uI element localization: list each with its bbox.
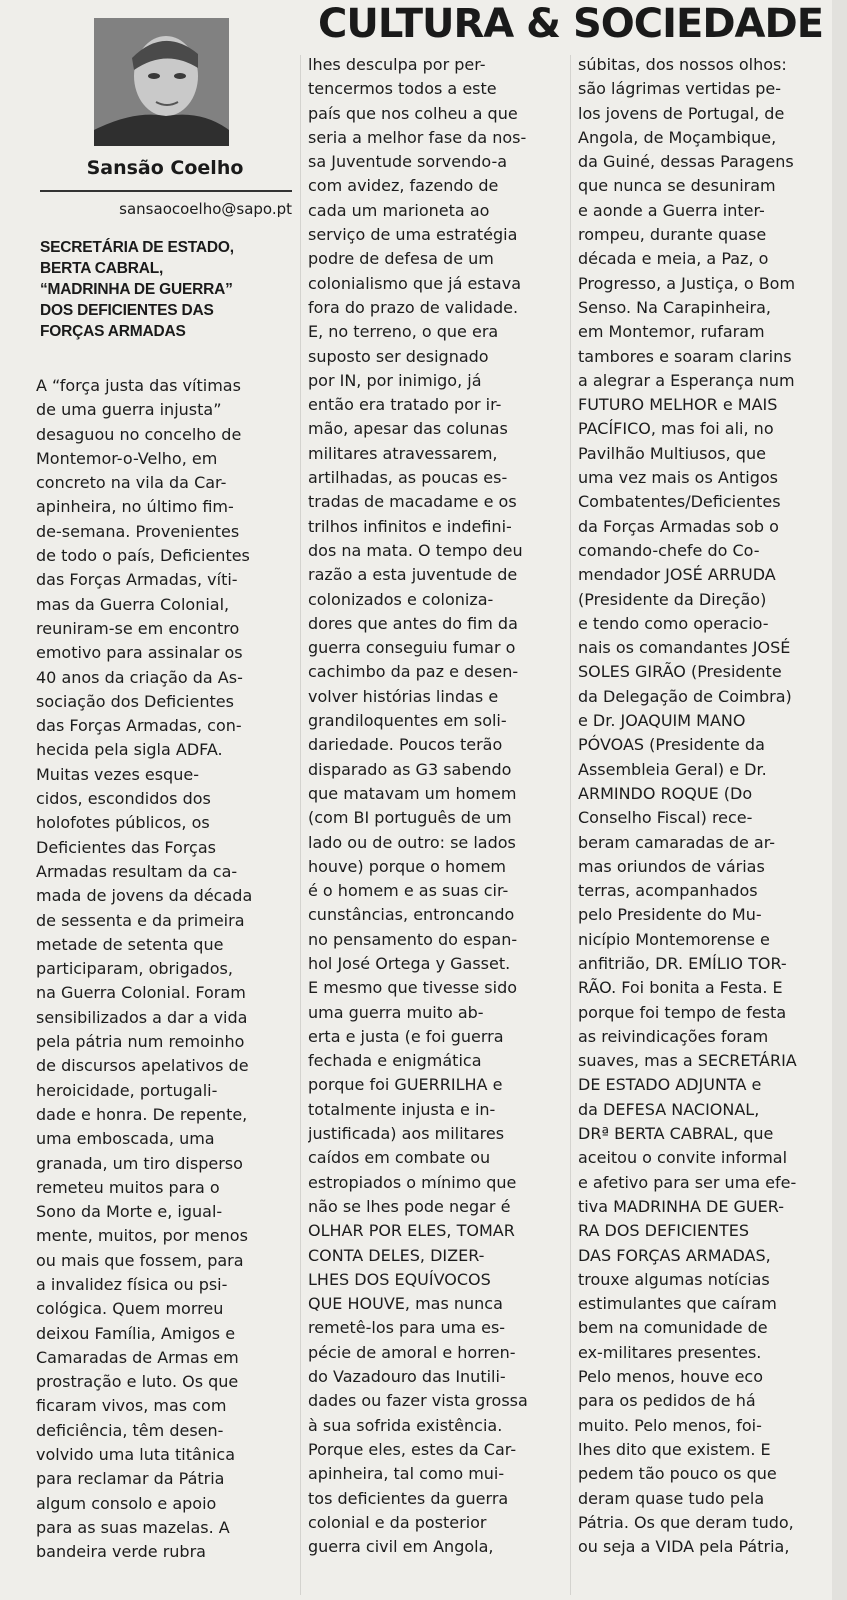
text-line: Angola, de Moçambique, (578, 127, 777, 147)
text-line: RA DOS DEFICIENTES (578, 1221, 750, 1241)
text-line: fechada e enigmática (308, 1051, 482, 1071)
headline-line: FORÇAS ARMADAS (40, 323, 186, 340)
text-line: erta e justa (e foi guerra (308, 1026, 504, 1046)
text-line: E mesmo que tivesse sido (308, 978, 518, 998)
text-line: uma vez mais os Antigos (578, 468, 778, 488)
text-line: colonizados e coloniza- (308, 589, 494, 609)
text-line: QUE HOUVE, mas nunca (308, 1294, 503, 1314)
text-line: dades ou fazer vista grossa (308, 1391, 528, 1411)
text-line: de uma guerra injusta” (36, 400, 222, 420)
text-line: com avidez, fazendo de (308, 176, 499, 196)
text-line: rompeu, durante quase (578, 225, 767, 245)
text-line: não se lhes pode negar é (308, 1196, 511, 1216)
column-divider (570, 55, 571, 1595)
text-line: reuniram-se em encontro (36, 618, 240, 638)
text-line: para os pedidos de há (578, 1391, 756, 1411)
text-line: cidos, escondidos dos (36, 789, 211, 809)
text-line: ou seja a VIDA pela Pátria, (578, 1537, 790, 1557)
text-line: súbitas, dos nossos olhos: (578, 55, 787, 74)
text-line: dores que antes do fim da (308, 613, 518, 633)
text-line: DRª BERTA CABRAL, que (578, 1124, 774, 1144)
text-line: LHES DOS EQUÍVOCOS (308, 1269, 491, 1289)
text-line: A “força justa das vítimas (36, 376, 241, 395)
text-line: prostração e luto. Os que (36, 1372, 239, 1392)
text-line: colonial e da posterior (308, 1512, 487, 1532)
text-line: los jovens de Portugal, de (578, 103, 785, 123)
article-headline (40, 237, 296, 342)
text-line: muito. Pelo menos, foi- (578, 1415, 762, 1435)
text-line: pelo Presidente do Mu- (578, 905, 762, 925)
text-line: PACÍFICO, mas foi ali, no (578, 419, 774, 439)
text-line: nais os comandantes JOSÉ (578, 638, 791, 658)
text-line: 40 anos da criação da As- (36, 667, 243, 687)
text-line: da Forças Armadas sob o (578, 516, 779, 536)
text-line: houve) porque o homem (308, 856, 506, 876)
text-line: de-semana. Provenientes (36, 521, 240, 541)
text-line: à sua sofrida existência. (308, 1415, 503, 1435)
text-line: pela pátria num remoinho (36, 1032, 245, 1052)
text-line: das Forças Armadas, víti- (36, 570, 238, 590)
column-divider (300, 55, 301, 1595)
text-line: deixou Família, Amigos e (36, 1323, 236, 1343)
headline-line: SECRETÁRIA DE ESTADO, (40, 239, 234, 256)
author-divider (40, 190, 292, 192)
text-line: a alegrar a Esperança num (578, 370, 795, 390)
text-line: cachimbo da paz e desen- (308, 662, 519, 682)
text-line: Combatentes/Deficientes (578, 492, 781, 512)
text-line: Pátria. Os que deram tudo, (578, 1512, 794, 1532)
text-line: lhes desculpa por per- (308, 55, 486, 74)
text-line: e tendo como operacio- (578, 613, 769, 633)
text-line: (Presidente da Direção) (578, 589, 767, 609)
text-line: na Guerra Colonial. Foram (36, 983, 246, 1003)
text-line: volvido uma luta titânica (36, 1445, 235, 1465)
text-line: mão, apesar das colunas (308, 419, 508, 439)
text-line: então era tratado por ir- (308, 395, 502, 415)
text-line: SOLES GIRÃO (Presidente (578, 662, 782, 682)
text-line: para as suas mazelas. A (36, 1517, 230, 1537)
text-line: em Montemor, rufaram (578, 322, 765, 342)
text-line: tambores e soaram clarins (578, 346, 792, 366)
text-line: é o homem e as suas cir- (308, 881, 509, 901)
text-line: disparado as G3 sabendo (308, 759, 512, 779)
text-line: militares atravessarem, (308, 443, 498, 463)
text-line: concreto na vila da Car- (36, 473, 227, 493)
text-line: totalmente injusta e in- (308, 1099, 496, 1119)
text-line: justificada) aos militares (308, 1124, 505, 1144)
text-line: sociação dos Deficientes (36, 691, 234, 711)
text-line: deram quase tudo pela (578, 1488, 765, 1508)
text-line: a invalidez física ou psi- (36, 1274, 228, 1294)
text-line: aceitou o convite informal (578, 1148, 788, 1168)
text-line: suposto ser designado (308, 346, 489, 366)
text-line: nicípio Montemorense e (578, 929, 770, 949)
text-line: Montemor-o-Velho, em (36, 448, 218, 468)
text-line: hol José Ortega y Gasset. (308, 953, 511, 973)
text-line: Pelo menos, houve eco (578, 1367, 764, 1387)
text-line: hecida pela sigla ADFA. (36, 740, 223, 760)
text-line: DE ESTADO ADJUNTA e (578, 1075, 762, 1095)
text-line: emotivo para assinalar os (36, 643, 243, 663)
text-line: suaves, mas a SECRETÁRIA (578, 1051, 797, 1071)
text-line: holofotes públicos, os (36, 813, 210, 833)
text-line: as reivindicações foram (578, 1026, 769, 1046)
text-line: CONTA DELES, DIZER- (308, 1245, 485, 1265)
text-line: trilhos infinitos e indefini- (308, 516, 512, 536)
article-column-3 (578, 53, 836, 1559)
text-line: FUTURO MELHOR e MAIS (578, 395, 778, 415)
text-line: mas da Guerra Colonial, (36, 594, 230, 614)
text-line: fora do prazo de validade. (308, 297, 519, 317)
text-line: estimulantes que caíram (578, 1294, 777, 1314)
text-line: uma emboscada, uma (36, 1129, 215, 1149)
text-line: artilhadas, as poucas es- (308, 468, 508, 488)
text-line: (com BI português de um (308, 808, 512, 828)
text-line: guerra conseguiu fumar o (308, 638, 516, 658)
text-line: sa Juventude sorvendo-a (308, 152, 508, 172)
text-line: de discursos apelativos de (36, 1056, 249, 1076)
headline-line: “MADRINHA DE GUERRA” (40, 281, 233, 298)
text-line: cunstâncias, entroncando (308, 905, 515, 925)
text-line: remeteu muitos para o (36, 1177, 220, 1197)
article-column-2 (308, 53, 564, 1559)
text-line: da Delegação de Coimbra) (578, 686, 792, 706)
text-line: terras, acompanhados (578, 881, 758, 901)
text-line: são lágrimas vertidas pe- (578, 79, 782, 99)
text-line: metade de setenta que (36, 934, 224, 954)
page-edge (832, 0, 847, 1600)
text-line: cológica. Quem morreu (36, 1299, 224, 1319)
text-line: dariedade. Poucos terão (308, 735, 503, 755)
text-line: e afetivo para ser uma efe- (578, 1172, 797, 1192)
text-line: comando-chefe do Co- (578, 540, 760, 560)
text-line: podre de defesa de um (308, 249, 494, 269)
text-line: cada um marioneta ao (308, 200, 490, 220)
text-line: colonialismo que já estava (308, 273, 521, 293)
text-line: Muitas vezes esque- (36, 764, 199, 784)
text-line: de sessenta e da primeira (36, 910, 245, 930)
text-line: bem na comunidade de (578, 1318, 768, 1338)
text-line: dos na mata. O tempo deu (308, 540, 523, 560)
text-line: pécie de amoral e horren- (308, 1342, 516, 1362)
text-line: Assembleia Geral) e Dr. (578, 759, 767, 779)
section-title: CULTURA & SOCIEDADE (318, 1, 824, 47)
text-line: Camaradas de Armas em (36, 1347, 239, 1367)
text-line: deficiência, têm desen- (36, 1420, 224, 1440)
text-line: remetê-los para uma es- (308, 1318, 506, 1338)
text-line: tos deficientes da guerra (308, 1488, 509, 1508)
text-line: país que nos colheu a que (308, 103, 518, 123)
text-line: estropiados o mínimo que (308, 1172, 517, 1192)
text-line: da DEFESA NACIONAL, (578, 1099, 760, 1119)
headline-line: BERTA CABRAL, (40, 260, 164, 277)
article-column-1 (36, 374, 288, 1565)
author-email[interactable]: sansaocoelho@sapo.pt (119, 200, 292, 218)
text-line: guerra civil em Angola, (308, 1537, 494, 1557)
text-line: mente, muitos, por menos (36, 1226, 248, 1246)
author-name: Sansão Coelho (86, 157, 244, 179)
text-line: mas oriundos de várias (578, 856, 765, 876)
text-line: lhes dito que existem. E (578, 1439, 771, 1459)
text-line: serviço de uma estratégia (308, 225, 518, 245)
text-line: DAS FORÇAS ARMADAS, (578, 1245, 771, 1265)
text-line: uma guerra muito ab- (308, 1002, 484, 1022)
text-line: trouxe algumas notícias (578, 1269, 770, 1289)
text-line: tencermos todos a este (308, 79, 497, 99)
text-line: Armadas resultam da ca- (36, 861, 238, 881)
text-line: RÃO. Foi bonita a Festa. E (578, 978, 783, 998)
text-line: Progresso, a Justiça, o Bom (578, 273, 796, 293)
text-line: lado ou de outro: se lados (308, 832, 516, 852)
text-line: sensibilizados a dar a vida (36, 1007, 248, 1027)
text-line: E, no terreno, o que era (308, 322, 499, 342)
text-line: grandiloquentes em soli- (308, 711, 507, 731)
text-line: no pensamento do espan- (308, 929, 518, 949)
text-line: ex-militares presentes. (578, 1342, 762, 1362)
author-photo (94, 18, 229, 146)
text-line: Porque eles, estes da Car- (308, 1439, 517, 1459)
text-line: volver histórias lindas e (308, 686, 499, 706)
text-line: caídos em combate ou (308, 1148, 491, 1168)
text-line: ARMINDO ROQUE (Do (578, 783, 753, 803)
text-line: seria a melhor fase da nos- (308, 127, 527, 147)
text-line: anfitrião, DR. EMÍLIO TOR- (578, 953, 787, 973)
text-line: mendador JOSÉ ARRUDA (578, 565, 776, 585)
text-line: e Dr. JOAQUIM MANO (578, 711, 746, 731)
text-line: beram camaradas de ar- (578, 832, 776, 852)
text-line: PÓVOAS (Presidente da (578, 735, 765, 755)
text-line: pedem tão pouco os que (578, 1464, 777, 1484)
text-line: para reclamar da Pátria (36, 1469, 225, 1489)
headline-line: DOS DEFICIENTES DAS (40, 302, 214, 319)
text-line: da Guiné, dessas Paragens (578, 152, 794, 172)
text-line: de todo o país, Deficientes (36, 546, 250, 566)
text-line: por IN, por inimigo, já (308, 370, 482, 390)
text-line: Deficientes das Forças (36, 837, 216, 857)
text-line: mada de jovens da década (36, 886, 253, 906)
text-line: do Vazadouro das Inutili- (308, 1367, 506, 1387)
text-line: heroicidade, portugali- (36, 1080, 218, 1100)
text-line: participaram, obrigados, (36, 959, 233, 979)
text-line: década e meia, a Paz, o (578, 249, 769, 269)
text-line: desaguou no concelho de (36, 424, 242, 444)
text-line: que nunca se desuniram (578, 176, 776, 196)
text-line: dade e honra. De repente, (36, 1104, 248, 1124)
text-line: granada, um tiro disperso (36, 1153, 243, 1173)
text-line: tiva MADRINHA DE GUER- (578, 1196, 784, 1216)
text-line: tradas de macadame e os (308, 492, 517, 512)
text-line: ficaram vivos, mas com (36, 1396, 227, 1416)
text-line: bandeira verde rubra (36, 1542, 206, 1562)
text-line: porque foi tempo de festa (578, 1002, 787, 1022)
text-line: e aonde a Guerra inter- (578, 200, 765, 220)
text-line: Sono da Morte e, igual- (36, 1202, 223, 1222)
text-line: Senso. Na Carapinheira, (578, 297, 772, 317)
text-line: razão a esta juventude de (308, 565, 518, 585)
text-line: Conselho Fiscal) rece- (578, 808, 753, 828)
text-line: apinheira, no último fim- (36, 497, 234, 517)
text-line: algum consolo e apoio (36, 1493, 217, 1513)
text-line: das Forças Armadas, con- (36, 716, 242, 736)
text-line: apinheira, tal como mui- (308, 1464, 505, 1484)
text-line: OLHAR POR ELES, TOMAR (308, 1221, 515, 1241)
text-line: Pavilhão Multiusos, que (578, 443, 766, 463)
author-portrait-icon (94, 18, 229, 146)
text-line: porque foi GUERRILHA e (308, 1075, 503, 1095)
text-line: ou mais que fossem, para (36, 1250, 244, 1270)
text-line: que matavam um homem (308, 783, 517, 803)
